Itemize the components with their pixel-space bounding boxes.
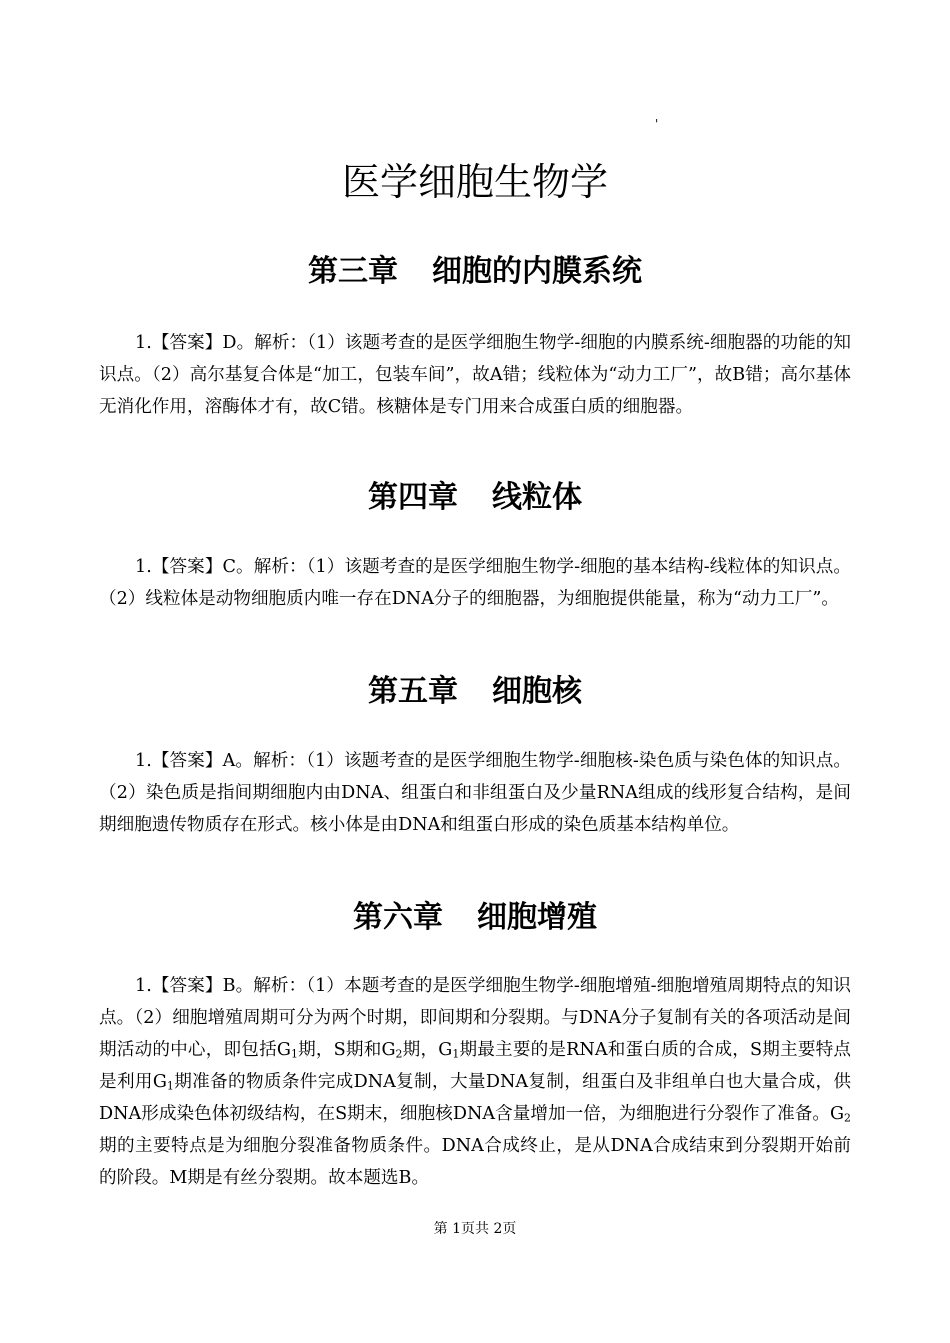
- answer-text: 期最主要的是RNA和蛋白质的合成，S期主要特点是利用G: [99, 1040, 852, 1092]
- answer-text: 期的主要特点是为细胞分裂准备物质条件。DNA合成终止，是从DNA合成结束到分裂期开始前的阶段。M期是有丝分裂期。故本题选B。: [99, 1136, 851, 1188]
- chapter-name: 线粒体: [492, 480, 582, 515]
- answer-text: 期，G: [402, 1040, 453, 1060]
- chapter-heading-3: [0, 252, 950, 292]
- answer-text: 期准备的物质条件完成DNA复制，大量DNA复制，组蛋白及非组单白也大量合成，供DNA形成染色体初级结构，在S期末，细胞核DNA含量增加一倍，为细胞进行分裂作了准备。G: [99, 1072, 851, 1124]
- chapter-name: 细胞的内膜系统: [432, 254, 642, 289]
- chapter-name: 细胞核: [492, 674, 582, 709]
- page-title: 医学细胞生物学: [341, 160, 608, 204]
- chapter-number: 第四章: [368, 480, 458, 515]
- answer-text: 期，S期和G: [297, 1040, 396, 1060]
- answer-paragraph-5: 1.【答案】A。解析：（1）该题考查的是医学细胞生物学-细胞核-染色质与染色体的知识点。（2）染色质是指间期细胞内由DNA、组蛋白和非组蛋白及少量RNA组成的线形复合结构，是间期细胞遗传物质存在形式。核小体是由DNA和组蛋白形成的染色质基本结构单位。: [99, 751, 851, 835]
- subscript: 1: [166, 1079, 174, 1093]
- subscript: 2: [395, 1047, 403, 1061]
- subscript: 1: [452, 1047, 460, 1061]
- chapter-number: 第三章: [308, 254, 398, 289]
- chapter-heading-5: [0, 672, 950, 712]
- answer-paragraph-4: 1.【答案】C。解析：（1）该题考查的是医学细胞生物学-细胞的基本结构-线粒体的知识点。（2）线粒体是动物细胞质内唯一存在DNA分子的细胞器，为细胞提供能量，称为“动力工厂”。: [99, 557, 851, 609]
- chapter-heading-6: [0, 898, 950, 938]
- chapter-heading-4: [0, 478, 950, 518]
- answer-text: 1.【答案】B。解析：（1）本题考查的是医学细胞生物学-细胞增殖-细胞增殖周期特点的知识点。（2）细胞增殖周期可分为两个时期，即间期和分裂期。与DNA分子复制有关的各项活动是间期活动的中心，即包括G: [99, 976, 851, 1060]
- subscript: 2: [844, 1111, 851, 1125]
- answer-paragraph-3: 1.【答案】D。解析：（1）该题考查的是医学细胞生物学-细胞的内膜系统-细胞器的功能的知识点。（2）高尔基复合体是“加工，包装车间”，故A错；线粒体为“动力工厂”，故B错；高尔基体无消化作用，溶酶体才有，故C错。核糖体是专门用来合成蛋白质的细胞器。: [99, 333, 851, 417]
- chapter-name: 细胞增殖: [477, 900, 597, 935]
- answer-paragraph-6: [99, 970, 851, 1194]
- chapter-number: 第六章: [353, 900, 443, 935]
- page-footer: 第 1页共 2页: [433, 1221, 517, 1237]
- corner-mark: ': [655, 117, 659, 131]
- chapter-number: 第五章: [368, 674, 458, 709]
- subscript: 1: [290, 1047, 298, 1061]
